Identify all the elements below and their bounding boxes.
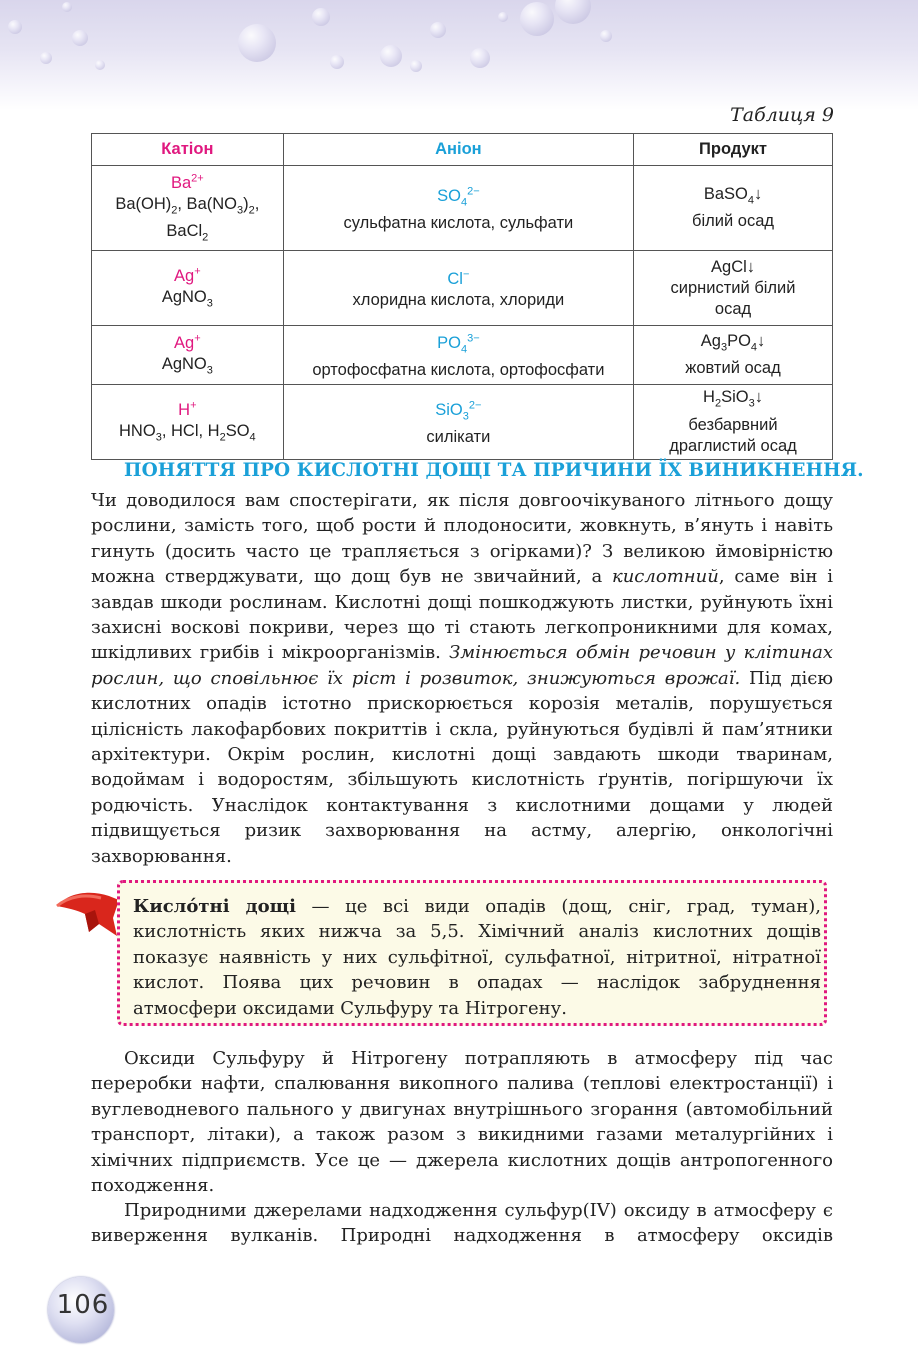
product-cell	[634, 166, 833, 251]
bookmark-ribbon-icon	[55, 884, 125, 954]
paragraph-acid-rain-effects	[91, 488, 833, 869]
product-description: сирнистий білий осад	[670, 278, 796, 318]
anion-ion: Cl−	[447, 268, 470, 289]
table-row	[92, 251, 833, 326]
anion-description: хлоридна кислота, хлориди	[352, 291, 565, 310]
product-cell	[634, 385, 833, 460]
product-formula: BaSO$_4$↓	[703, 184, 763, 207]
table-row	[92, 385, 833, 460]
cation-cell	[92, 385, 284, 460]
anion-cell	[283, 251, 633, 326]
definition-term: Кисло́тні дощі	[133, 896, 296, 917]
product-formula: $H_2SiO_3↓$	[703, 388, 763, 410]
bubble-decoration	[520, 2, 554, 36]
anion-ion: $PO_4^{3-}$	[437, 332, 480, 356]
bubble-decoration	[600, 30, 612, 42]
bubble-decoration	[498, 12, 508, 22]
table-header-row	[92, 134, 833, 166]
definition-body: — це всі види опадів (дощ, сніг, град, туман), кислотність яких нижча за 5,5. Хімічний аналіз кислотних дощів показує наявність у них сульфітної, сульфатної, нітритної, нітратної кислот. Поява цих речовин в опадах — наслідок забруднення атмосфери оксидами Сульфуру та Нітрогену.	[133, 896, 821, 1019]
bubble-decoration	[430, 22, 446, 38]
bubble-decoration	[470, 48, 490, 68]
definition-text	[133, 894, 821, 1021]
product-formula: $Ag_3PO_4↓$	[700, 331, 766, 354]
paragraph-text: Природними джерелами надходження сульфур(IV) оксиду в атмосферу є виверження вулканів. Природні надходження в атмосферу оксидів	[91, 1200, 833, 1247]
cation-cell	[92, 166, 284, 251]
anion-cell	[283, 166, 633, 251]
cation-cell	[92, 251, 284, 326]
bubble-decoration	[40, 52, 52, 64]
table-row	[92, 166, 833, 251]
cation-ion: $Ba^{2+}$	[170, 172, 204, 192]
cation-reagents: AgNO$_3$	[161, 355, 213, 377]
header-product: Продукт	[634, 134, 833, 166]
bubble-decoration	[238, 24, 276, 62]
anion-description: ортофосфатна кислота, ортофосфати	[312, 361, 605, 380]
anion-ion: SiO$_3^{2-}$	[435, 399, 482, 423]
paragraph-natural-sources	[91, 1198, 833, 1249]
product-formula: AgCl↓	[711, 257, 756, 276]
bubble-decoration	[312, 8, 330, 26]
header-decoration	[0, 0, 918, 110]
header-anion: Аніон	[283, 134, 633, 166]
cation-reagents: $HNO_3$, HCl, $H_2SO_4$	[119, 422, 256, 444]
cation-reagents: $Ba(OH)_2$, $Ba(NO_3)_2$, BaCl$_2$	[115, 194, 260, 244]
cation-reagents: AgNO$_3$	[161, 288, 213, 310]
product-description: безбарвний драглистий осад	[669, 415, 797, 455]
anion-ion: $SO_4^{2-}$	[437, 185, 480, 209]
table-row	[92, 326, 833, 385]
product-description: білий осад	[692, 212, 775, 231]
paragraph-anthropogenic-sources	[91, 1046, 833, 1198]
bubble-decoration	[410, 60, 422, 72]
anion-description: силікати	[426, 428, 491, 447]
bubble-decoration	[330, 55, 344, 69]
cation-ion: Ag+	[174, 332, 201, 353]
cation-cell	[92, 326, 284, 385]
bubble-decoration	[62, 2, 72, 12]
page-number: 106	[56, 1290, 110, 1320]
paragraph-text: Чи доводилося вам спостерігати, як після довгоочікуваного літнього дощу рослини, замість того, щоб рости й плодоносити, жовкнуть, в’януть і навіть гинуть (досить часто це трапляється з огірками)? З великою ймовірністю можна стверджувати, що дощ був не звичайний, а кислотний, саме він і завдав шкоди рослинам. Кислотні дощі пошкоджують листки, руйнують їхні захисні воскові покриви, через що ті стають легкопроникними для комах, шкідливих грибів і мікроорганізмів. Змінюється обмін речовин у клітинах рослин, що сповільнює їх ріст і розвиток, знижуються врожаї. Під дією кислотних опадів істотно прискорюється корозія металів, порушується цілісність лакофарбових покриттів і скла, руйнуються будівлі й пам’ятники архітектури. Окрім рослин, кислотні дощі завдають шкоди тваринам, водоймам і водоростям, збільшують кислотність ґрунтів, погіршуючи їх родючість. Унаслідок контактування з кислотними дощами у людей підвищується ризик захворювання на астму, алергію, онкологічні захворювання.	[91, 490, 833, 867]
product-cell	[634, 251, 833, 326]
cation-ion: Ag+	[174, 265, 201, 286]
cation-ion: H+	[178, 399, 197, 420]
product-cell	[634, 326, 833, 385]
paragraph-text: Оксиди Сульфуру й Нітрогену потрапляють в атмосферу під час переробки нафти, спалювання викопного палива (теплові електростанції) і вуглеводневого пального у двигунах внутрішнього згорання (автомобільний транспорт, літаки), а також разом з викидними газами металургійних і хімічних підприємств. Усе це — джерела кислотних дощів антропогенного походження.	[91, 1048, 833, 1197]
anion-cell	[283, 385, 633, 460]
section-heading: ПОНЯТТЯ ПРО КИСЛОТНІ ДОЩІ ТА ПРИЧИНИ ЇХ ВИНИКНЕННЯ.	[124, 460, 864, 481]
header-cation: Катіон	[92, 134, 284, 166]
bubble-decoration	[555, 0, 591, 24]
bubble-decoration	[72, 30, 88, 46]
bubble-decoration	[380, 45, 402, 67]
reactions-table	[91, 133, 833, 460]
bubble-decoration	[8, 20, 22, 34]
anion-description: сульфатна кислота, сульфати	[343, 214, 574, 233]
product-description: жовтий осад	[685, 359, 781, 378]
definition-box	[117, 880, 827, 1026]
anion-cell	[283, 326, 633, 385]
table-caption: Таблиця 9	[730, 104, 834, 126]
bubble-decoration	[95, 60, 105, 70]
